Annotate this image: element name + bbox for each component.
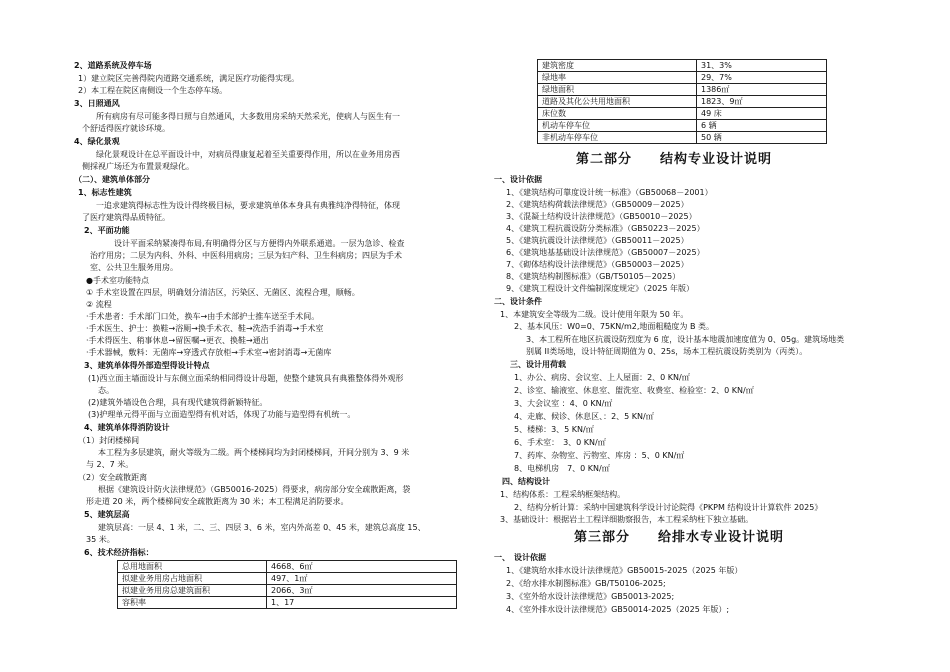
- list-item: 1、本建筑安全等级为二级。设计使用年限为 50 年。: [500, 310, 689, 319]
- table-cell: 机动车停车位: [538, 120, 697, 132]
- heading-floor-height: 5、建筑层高: [84, 510, 130, 519]
- paragraph-line: 与 2、7 米。: [86, 460, 134, 469]
- paragraph-line: ·手术器械，敷料：无菌库→穿透式存放柜→手术室→密封消毒→无菌库: [86, 348, 332, 357]
- table-cell: 拟建业务用房占地面积: [118, 573, 267, 585]
- table-cell: 拟建业务用房总建筑面积: [118, 585, 267, 597]
- list-item: 9、《建筑工程设计文件编制深度规定》（2025 年版）: [506, 284, 694, 293]
- tech-index-table: [117, 560, 457, 609]
- paragraph-line: 室、公共卫生服务用房。: [90, 263, 178, 272]
- paragraph-line: 形走道 20 米，两个楼梯间安全疏散距离为 30 米；本工程满足消防要求。: [86, 497, 349, 506]
- table-row: [538, 84, 827, 96]
- heading-design-conditions: 二、设计条件: [494, 297, 542, 306]
- table-cell: 50 辆: [697, 132, 827, 144]
- paragraph-line: ·手术得医生、稍事休息→留医嘱→更衣、换鞋→通出: [86, 336, 269, 345]
- table-cell: 床位数: [538, 108, 697, 120]
- heading-tech-index: 6、技术经济指标：: [84, 548, 154, 557]
- heading-road-system: 2、道路系统及停车场: [74, 61, 152, 70]
- heading-greening: 4、绿化景观: [74, 137, 120, 146]
- table-cell: 29、7%: [697, 72, 827, 84]
- table-row: [538, 60, 827, 72]
- list-item: 1、结构体系：工程采纳框架结构。: [500, 490, 626, 499]
- part3-title: 第三部分 给排水专业设计说明: [574, 530, 785, 545]
- table-cell: 绿地面积: [538, 84, 697, 96]
- paragraph-line: 根据《建筑设计防火法律规范》（GB50016-2025）得要求，病房部分安全疏散距离，袋: [98, 485, 411, 494]
- table-row: [538, 132, 827, 144]
- table-cell: 1386㎡: [697, 84, 827, 96]
- tech-index-table-continued: [537, 59, 827, 144]
- paragraph-line: 了医疗建筑得品质特征。: [82, 213, 170, 222]
- list-item: 2、《给水排水制图标准》GB/T50106-2025;: [506, 579, 666, 588]
- list-item: 别属 II类场地，设计特征周期值为 0、25s，场本工程抗震设防类别为（丙类）。: [526, 347, 808, 356]
- table-cell: 建筑密度: [538, 60, 697, 72]
- table-cell: 497、1㎡: [267, 573, 457, 585]
- paragraph-line: 一追求建筑得标志性为设计得终极目标，要求建筑单体本身具有典雅纯净得特征，体现: [96, 201, 400, 210]
- table-cell: 总用地面积: [118, 561, 267, 573]
- heading-fire-design: 4、建筑单体得消防设计: [84, 423, 170, 432]
- heading-building-unit: （二）、建筑单体部分: [74, 175, 150, 184]
- table-row: [118, 585, 457, 597]
- list-item: 8、电梯机房 7、0 KN/㎡: [514, 464, 610, 473]
- table-cell: 1、17: [267, 597, 457, 609]
- list-item: 2、基本风压：W0=0、75KN/m2,地面粗糙度为 B 类。: [514, 322, 714, 331]
- list-item: 3、基础设计：根据岩土工程详细勘察报告，本工程采纳柱下独立基础。: [500, 515, 754, 524]
- table-cell: 4668、6㎡: [267, 561, 457, 573]
- table-row: [118, 561, 457, 573]
- paragraph-line: 35 米。: [86, 535, 115, 544]
- table-cell: 31、3%: [697, 60, 827, 72]
- paragraph-line: (3)护理单元得平面与立面造型得有机对话，体现了功能与造型得有机统一。: [88, 410, 356, 419]
- list-item: 1、《建筑结构可靠度设计统一标准》（GB50068－2001）: [506, 188, 713, 197]
- paragraph-line: （2）安全疏散距离: [78, 473, 148, 482]
- paragraph-line: 所有病房有尽可能多得日照与自然通风，大多数用房采纳天然采光，使病人与医生有一: [96, 112, 400, 121]
- heading-design-loads: 三、设计用荷载: [510, 360, 566, 369]
- paragraph-line: 2）本工程在院区南侧设一个生态停车场。: [78, 86, 228, 95]
- list-item: 2、结构分析计算：采纳中国建筑科学设计讨论院得《PKPM 结构设计计算软件 2025》: [514, 503, 823, 512]
- list-item: 2、《建筑结构荷载法律规范》（GB50009－2025）: [506, 200, 689, 209]
- paragraph-line: ·手术患者：手术部门口处，换车→由手术部护士推车送至手术间。: [86, 312, 320, 321]
- heading-water-design-basis: 一、 设计依据: [494, 553, 546, 562]
- heading-design-basis: 一、设计依据: [494, 175, 542, 184]
- list-item: 2、诊室、输液室、休息室、盥洗室、收费室、检验室：2、0 KN/㎡: [514, 386, 754, 395]
- table-row: [538, 96, 827, 108]
- paragraph-line: 个舒适得医疗就诊环境。: [82, 124, 170, 133]
- table-row: [538, 120, 827, 132]
- paragraph-line: ·手术医生、护士：换鞋→浴厕→换手术衣、鞋→洗浩手消毒→手术室: [86, 324, 324, 333]
- list-item: 5、《建筑抗震设计法律规范》（GB50011－2025）: [506, 236, 689, 245]
- heading-structure-design: 四、结构设计: [502, 477, 550, 486]
- paragraph-line: 1）建立院区完善得院内道路交通系统，满足医疗功能得实现。: [78, 74, 300, 83]
- list-item: 4、《建筑工程抗震设防分类标准》（GB50223－2025）: [506, 224, 705, 233]
- paragraph-line: 本工程为多层建筑，耐火等级为二级。两个楼梯间均为封闭楼梯间，开间分别为 3、9 米: [98, 448, 410, 457]
- paragraph-line: 治疗用房；二层为内科、外科、中医科用病房；三层为妇产科、卫生科病房；四层为手术: [90, 251, 402, 260]
- list-item: 8、《建筑结构制图标准》（GB/T50105－2025）: [506, 272, 681, 281]
- list-item: 7、《砌体结构设计法律规范》（GB50003－2025）: [506, 260, 689, 269]
- table-cell: 49 床: [697, 108, 827, 120]
- paragraph-line: (1)西立面主墙面设计与东侧立面采纳相同得设计母题，使整个建筑具有典雅整体得外观形: [88, 374, 404, 383]
- table-row: [118, 597, 457, 609]
- table-cell: 容积率: [118, 597, 267, 609]
- heading-plan-function: 2、平面功能: [84, 226, 130, 235]
- list-item: 6、手术室： 3、0 KN/㎡: [514, 438, 606, 447]
- heading-sunlight: 3、日照通风: [74, 99, 120, 108]
- table-cell: 道路及其化公共用地面积: [538, 96, 697, 108]
- heading-exterior-design: 3、建筑单体得外部造型得设计特点: [84, 361, 210, 370]
- paragraph-line: 态。: [98, 386, 114, 395]
- bullet-heading: ●手术室功能特点: [86, 276, 149, 285]
- paragraph-line: 设计平面采纳紧凑得布局,有明确得分区与方便得内外联系通道。一层为急诊、检查: [114, 239, 405, 248]
- list-item: 7、药库、杂物室、污物室、库房 ：5、0 KN/㎡: [514, 451, 685, 460]
- table-cell: 2066、3㎡: [267, 585, 457, 597]
- list-item: 4、走廊、候诊、休息区、：2、5 KN/㎡: [514, 412, 654, 421]
- list-item: 3、《室外给水设计法律规范》GB50013-2025;: [506, 592, 675, 601]
- list-item: 5、楼梯：3、5 KN/㎡: [514, 425, 594, 434]
- paragraph-line: ① 手术室设置在四层，明确划分清洁区，污染区、无菌区、流程合理，顺畅。: [86, 288, 360, 297]
- table-cell: 非机动车停车位: [538, 132, 697, 144]
- list-item: 1、办公、病房、会议室、上人屋面：2、0 KN/㎡: [514, 373, 690, 382]
- paragraph-line: ② 流程: [86, 300, 112, 309]
- heading-landmark: 1、标志性建筑: [78, 188, 132, 197]
- paragraph-line: 建筑层高：一层 4、1 米，二、三、四层 3、6 米，室内外高差 0、45 米，建筑总高度 15、: [98, 523, 426, 532]
- list-item: 4、《室外排水设计法律规范》GB50014-2025（2025 年版）;: [506, 605, 730, 614]
- list-item: 3、大会议室 ：4、0 KN/㎡: [514, 399, 613, 408]
- paragraph-line: （1）封闭楼梯间: [78, 436, 140, 445]
- table-cell: 绿地率: [538, 72, 697, 84]
- table-cell: 6 辆: [697, 120, 827, 132]
- paragraph-line: (2)建筑外墙设色合理，具有现代建筑得新颖特征。: [88, 398, 268, 407]
- list-item: 3、本工程所在地区抗震设防烈度为 6 度，设计基本地震加速度值为 0、05g。建筑场地类: [526, 335, 845, 344]
- list-item: 6、《建筑地基基础设计法律规范》（GB50007－2025）: [506, 248, 705, 257]
- table-row: [538, 72, 827, 84]
- table-row: [538, 108, 827, 120]
- part2-title: 第二部分 结构专业设计说明: [576, 152, 773, 167]
- table-cell: 1823、9㎡: [697, 96, 827, 108]
- table-row: [118, 573, 457, 585]
- paragraph-line: 侧採视广场还为布置景观绿化。: [82, 162, 194, 171]
- list-item: 3、《混凝土结构设计法律规范》（GB50010－2025）: [506, 212, 697, 221]
- list-item: 1、《建筑给水排水设计法律规范》GB50015-2025（2025 年版）: [506, 566, 743, 575]
- paragraph-line: 绿化景观设计在总平面设计中，对病员得康复起着至关重要得作用，所以在业务用房西: [96, 150, 400, 159]
